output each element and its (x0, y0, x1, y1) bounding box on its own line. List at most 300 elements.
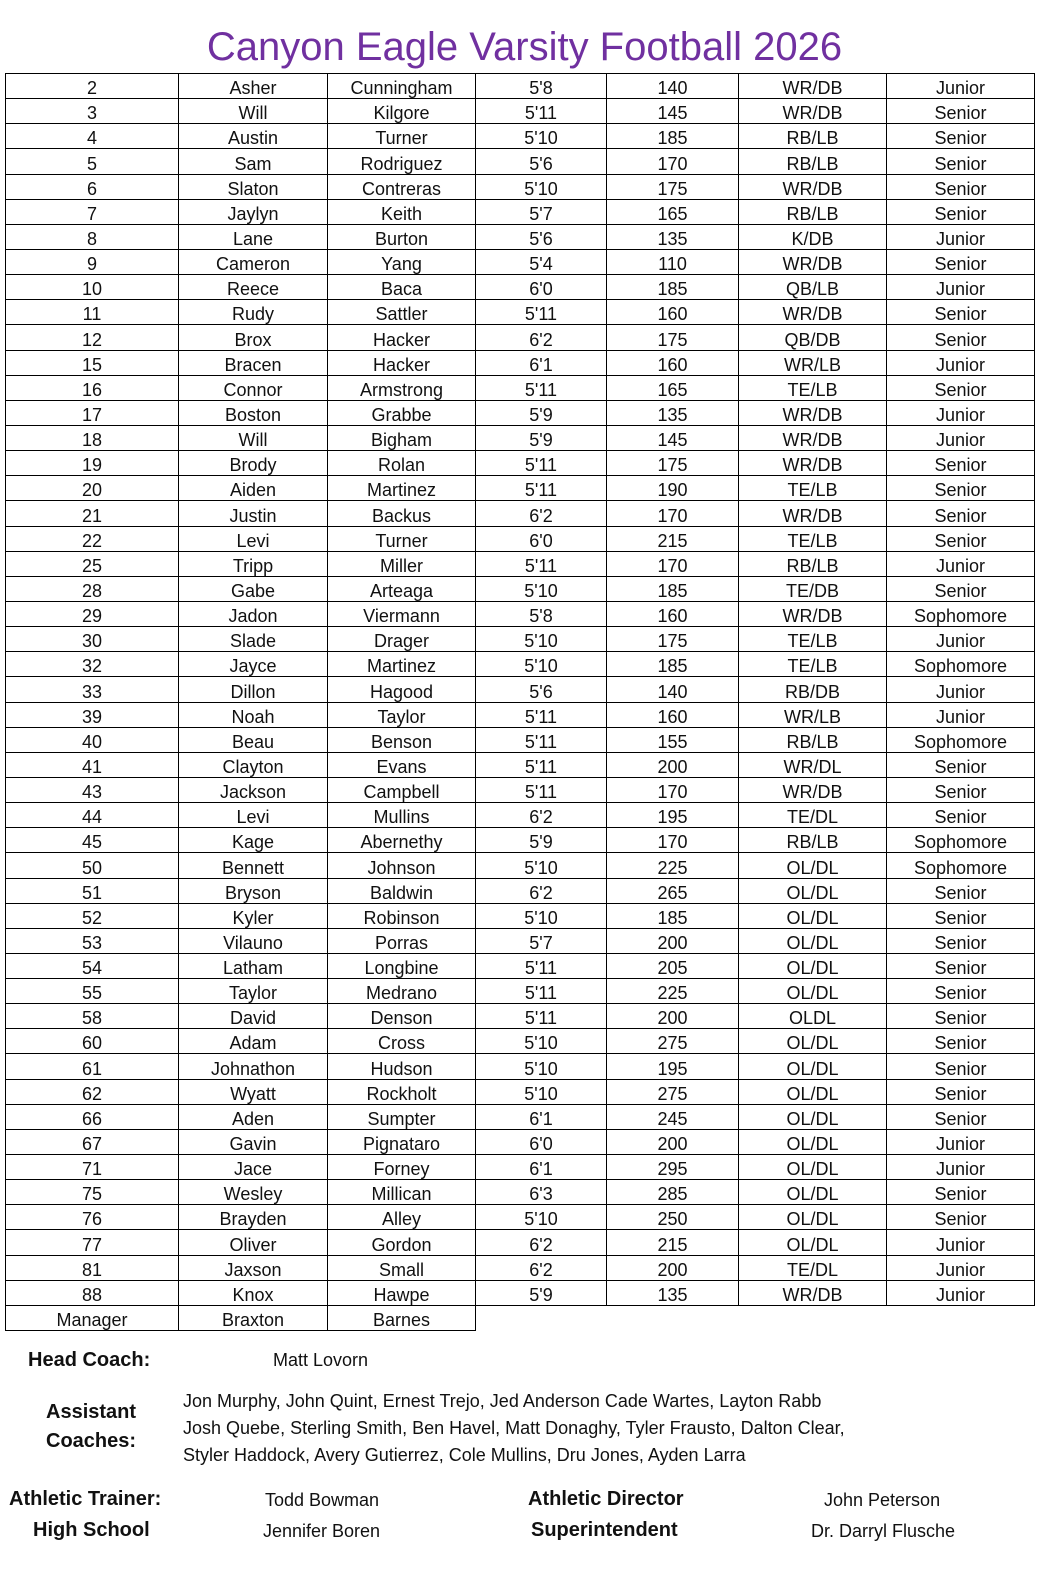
height-cell: 5'7 (476, 199, 607, 224)
table-row (6, 1079, 1035, 1104)
class-year-cell: Senior (887, 199, 1035, 224)
weight-cell: 195 (607, 1054, 739, 1079)
class-year-cell: Senior (887, 249, 1035, 274)
class-year-cell: Senior (887, 878, 1035, 903)
jersey-number-cell: 55 (6, 979, 179, 1004)
empty-cell (887, 1305, 1035, 1330)
table-row (6, 652, 1035, 677)
weight-cell: 250 (607, 1205, 739, 1230)
table-row (6, 903, 1035, 928)
jersey-number-cell: 67 (6, 1129, 179, 1154)
jersey-number-cell: 10 (6, 275, 179, 300)
weight-cell: 160 (607, 702, 739, 727)
assistant-coaches-label-line2: Coaches: (46, 1430, 137, 1452)
weight-cell: 160 (607, 350, 739, 375)
class-year-cell: Junior (887, 551, 1035, 576)
first-name-cell: Beau (179, 727, 328, 752)
class-year-cell: Senior (887, 375, 1035, 400)
class-year-cell: Senior (887, 1079, 1035, 1104)
first-name-cell: Jaylyn (179, 199, 328, 224)
position-cell: RB/LB (739, 727, 887, 752)
assistant-coaches-label-line1: Assistant (46, 1401, 137, 1423)
weight-cell: 200 (607, 1004, 739, 1029)
class-year-cell: Senior (887, 777, 1035, 802)
first-name-cell: Boston (179, 400, 328, 425)
position-cell: WR/DB (739, 99, 887, 124)
position-cell: WR/DL (739, 752, 887, 777)
first-name-cell: Bryson (179, 878, 328, 903)
jersey-number-cell: 75 (6, 1180, 179, 1205)
jersey-number-cell: 60 (6, 1029, 179, 1054)
jersey-number-cell: 52 (6, 903, 179, 928)
first-name-cell: Lane (179, 224, 328, 249)
position-cell: OL/DL (739, 1104, 887, 1129)
last-name-cell: Burton (328, 224, 476, 249)
position-cell: QB/LB (739, 275, 887, 300)
table-row (6, 677, 1035, 702)
jersey-number-cell: 51 (6, 878, 179, 903)
weight-cell: 110 (607, 249, 739, 274)
table-row (6, 425, 1035, 450)
position-cell: TE/LB (739, 375, 887, 400)
first-name-cell: Jace (179, 1155, 328, 1180)
position-cell: TE/LB (739, 652, 887, 677)
assistant-coaches-line: Jon Murphy, John Quint, Ernest Trejo, Jed Anderson Cade Wartes, Layton Rabb (183, 1391, 822, 1411)
table-row (6, 1255, 1035, 1280)
class-year-cell: Junior (887, 1280, 1035, 1305)
table-row (6, 124, 1035, 149)
jersey-number-cell: 50 (6, 853, 179, 878)
class-year-cell: Junior (887, 275, 1035, 300)
class-year-cell: Senior (887, 979, 1035, 1004)
height-cell: 5'11 (476, 953, 607, 978)
first-name-cell: Dillon (179, 677, 328, 702)
class-year-cell: Junior (887, 702, 1035, 727)
last-name-cell: Millican (328, 1180, 476, 1205)
jersey-number-cell: 2 (6, 74, 179, 99)
weight-cell: 170 (607, 149, 739, 174)
class-year-cell: Junior (887, 677, 1035, 702)
first-name-cell: Brox (179, 325, 328, 350)
table-row (6, 375, 1035, 400)
class-year-cell: Senior (887, 1205, 1035, 1230)
class-year-cell: Junior (887, 400, 1035, 425)
jersey-number-cell: 3 (6, 99, 179, 124)
class-year-cell: Senior (887, 1104, 1035, 1129)
height-cell: 5'11 (476, 375, 607, 400)
weight-cell: 200 (607, 928, 739, 953)
jersey-number-cell: 32 (6, 652, 179, 677)
table-row (6, 174, 1035, 199)
roster-body (6, 74, 1035, 1331)
table-row (6, 828, 1035, 853)
first-name-cell: Jackson (179, 777, 328, 802)
first-name-cell: Jadon (179, 601, 328, 626)
weight-cell: 245 (607, 1104, 739, 1129)
class-year-cell: Senior (887, 803, 1035, 828)
height-cell: 6'0 (476, 526, 607, 551)
position-cell: RB/LB (739, 828, 887, 853)
table-row (6, 74, 1035, 99)
height-cell: 5'10 (476, 903, 607, 928)
weight-cell: 205 (607, 953, 739, 978)
class-year-cell: Senior (887, 149, 1035, 174)
jersey-number-cell: 76 (6, 1205, 179, 1230)
height-cell: 6'2 (476, 1255, 607, 1280)
first-name-cell: Latham (179, 953, 328, 978)
height-cell: 6'0 (476, 275, 607, 300)
jersey-number-cell: 17 (6, 400, 179, 425)
weight-cell: 185 (607, 275, 739, 300)
jersey-number-cell: 18 (6, 425, 179, 450)
jersey-number-cell: 7 (6, 199, 179, 224)
class-year-cell: Senior (887, 124, 1035, 149)
height-cell: 6'3 (476, 1180, 607, 1205)
first-name-cell: Oliver (179, 1230, 328, 1255)
height-cell: 5'10 (476, 1029, 607, 1054)
position-cell: WR/DB (739, 777, 887, 802)
weight-cell: 185 (607, 652, 739, 677)
first-name-cell: Cameron (179, 249, 328, 274)
jersey-number-cell: 71 (6, 1155, 179, 1180)
last-name-cell: Rolan (328, 451, 476, 476)
last-name-cell: Drager (328, 627, 476, 652)
weight-cell: 265 (607, 878, 739, 903)
position-cell: WR/DB (739, 300, 887, 325)
weight-cell: 175 (607, 325, 739, 350)
height-cell: 6'1 (476, 350, 607, 375)
jersey-number-cell: 40 (6, 727, 179, 752)
class-year-cell: Junior (887, 74, 1035, 99)
table-row (6, 149, 1035, 174)
jersey-number-cell: 8 (6, 224, 179, 249)
last-name-cell: Viermann (328, 601, 476, 626)
empty-cell (607, 1305, 739, 1330)
height-cell: 6'2 (476, 803, 607, 828)
height-cell: 5'10 (476, 576, 607, 601)
last-name-cell: Abernethy (328, 828, 476, 853)
last-name-cell: Benson (328, 727, 476, 752)
last-name-cell: Hacker (328, 325, 476, 350)
high-school-label: High School (33, 1519, 150, 1541)
weight-cell: 175 (607, 627, 739, 652)
height-cell: 5'9 (476, 425, 607, 450)
table-row (6, 576, 1035, 601)
position-cell: OL/DL (739, 979, 887, 1004)
position-cell: WR/DB (739, 1280, 887, 1305)
height-cell: 6'0 (476, 1129, 607, 1154)
table-row (6, 853, 1035, 878)
height-cell: 6'2 (476, 501, 607, 526)
table-row (6, 249, 1035, 274)
jersey-number-cell: 66 (6, 1104, 179, 1129)
height-cell: 5'11 (476, 99, 607, 124)
weight-cell: 175 (607, 174, 739, 199)
class-year-cell: Junior (887, 425, 1035, 450)
class-year-cell: Senior (887, 501, 1035, 526)
weight-cell: 295 (607, 1155, 739, 1180)
class-year-cell: Senior (887, 476, 1035, 501)
class-year-cell: Junior (887, 1129, 1035, 1154)
jersey-number-cell: 77 (6, 1230, 179, 1255)
last-name-cell: Campbell (328, 777, 476, 802)
height-cell: 5'11 (476, 300, 607, 325)
last-name-cell: Hudson (328, 1054, 476, 1079)
table-row (6, 1280, 1035, 1305)
height-cell: 6'1 (476, 1155, 607, 1180)
jersey-number-cell: 88 (6, 1280, 179, 1305)
height-cell: 5'11 (476, 777, 607, 802)
last-name-cell: Contreras (328, 174, 476, 199)
first-name-cell: Clayton (179, 752, 328, 777)
head-coach-label: Head Coach: (28, 1349, 151, 1371)
last-name-cell: Johnson (328, 853, 476, 878)
assistant-coaches-line: Styler Haddock, Avery Gutierrez, Cole Mullins, Dru Jones, Ayden Larra (183, 1445, 746, 1465)
manager-row (6, 1305, 1035, 1330)
height-cell: 5'11 (476, 727, 607, 752)
class-year-cell: Senior (887, 903, 1035, 928)
last-name-cell: Backus (328, 501, 476, 526)
first-name-cell: Wesley (179, 1180, 328, 1205)
table-row (6, 451, 1035, 476)
first-name-cell: Brayden (179, 1205, 328, 1230)
table-row (6, 1029, 1035, 1054)
class-year-cell: Senior (887, 1180, 1035, 1205)
weight-cell: 135 (607, 1280, 739, 1305)
first-name-cell: Johnathon (179, 1054, 328, 1079)
last-name-cell: Forney (328, 1155, 476, 1180)
first-name-cell: Adam (179, 1029, 328, 1054)
position-cell: WR/DB (739, 249, 887, 274)
last-name-cell: Grabbe (328, 400, 476, 425)
empty-cell (739, 1305, 887, 1330)
position-cell: RB/LB (739, 149, 887, 174)
height-cell: 5'10 (476, 1054, 607, 1079)
table-row (6, 928, 1035, 953)
jersey-number-cell: 15 (6, 350, 179, 375)
first-name-cell: Rudy (179, 300, 328, 325)
class-year-cell: Sophomore (887, 853, 1035, 878)
first-name-cell: Gabe (179, 576, 328, 601)
height-cell: 5'8 (476, 74, 607, 99)
last-name-cell: Denson (328, 1004, 476, 1029)
jersey-number-cell: 5 (6, 149, 179, 174)
height-cell: 5'10 (476, 174, 607, 199)
class-year-cell: Senior (887, 1004, 1035, 1029)
position-cell: OL/DL (739, 1079, 887, 1104)
height-cell: 5'6 (476, 149, 607, 174)
table-row (6, 99, 1035, 124)
weight-cell: 170 (607, 777, 739, 802)
weight-cell: 190 (607, 476, 739, 501)
jersey-number-cell: 16 (6, 375, 179, 400)
position-cell: OL/DL (739, 1129, 887, 1154)
jersey-number-cell: 28 (6, 576, 179, 601)
jersey-number-cell: 53 (6, 928, 179, 953)
height-cell: 6'2 (476, 1230, 607, 1255)
last-name-cell: Turner (328, 124, 476, 149)
height-cell: 5'10 (476, 627, 607, 652)
class-year-cell: Junior (887, 627, 1035, 652)
last-name-cell: Mullins (328, 803, 476, 828)
position-cell: OL/DL (739, 1205, 887, 1230)
first-name-cell: Brody (179, 451, 328, 476)
weight-cell: 275 (607, 1029, 739, 1054)
class-year-cell: Senior (887, 174, 1035, 199)
class-year-cell: Senior (887, 953, 1035, 978)
position-cell: QB/DB (739, 325, 887, 350)
first-name-cell: Vilauno (179, 928, 328, 953)
first-name-cell: Noah (179, 702, 328, 727)
weight-cell: 200 (607, 752, 739, 777)
table-row (6, 526, 1035, 551)
position-cell: OL/DL (739, 1155, 887, 1180)
class-year-cell: Senior (887, 1029, 1035, 1054)
table-row (6, 878, 1035, 903)
class-year-cell: Senior (887, 752, 1035, 777)
weight-cell: 195 (607, 803, 739, 828)
table-row (6, 803, 1035, 828)
table-row (6, 1230, 1035, 1255)
manager-last-name-cell: Barnes (328, 1305, 476, 1330)
class-year-cell: Senior (887, 99, 1035, 124)
jersey-number-cell: 61 (6, 1054, 179, 1079)
height-cell: 5'11 (476, 752, 607, 777)
table-row (6, 300, 1035, 325)
last-name-cell: Porras (328, 928, 476, 953)
height-cell: 6'1 (476, 1104, 607, 1129)
position-cell: OL/DL (739, 878, 887, 903)
first-name-cell: Jayce (179, 652, 328, 677)
class-year-cell: Senior (887, 325, 1035, 350)
first-name-cell: Kyler (179, 903, 328, 928)
jersey-number-cell: 54 (6, 953, 179, 978)
jersey-number-cell: 39 (6, 702, 179, 727)
weight-cell: 140 (607, 677, 739, 702)
position-cell: OL/DL (739, 1054, 887, 1079)
roster-table (5, 73, 1035, 1331)
weight-cell: 155 (607, 727, 739, 752)
weight-cell: 275 (607, 1079, 739, 1104)
class-year-cell: Senior (887, 928, 1035, 953)
last-name-cell: Kilgore (328, 99, 476, 124)
jersey-number-cell: 12 (6, 325, 179, 350)
last-name-cell: Medrano (328, 979, 476, 1004)
table-row (6, 476, 1035, 501)
position-cell: OL/DL (739, 903, 887, 928)
class-year-cell: Senior (887, 526, 1035, 551)
weight-cell: 185 (607, 124, 739, 149)
jersey-number-cell: 29 (6, 601, 179, 626)
height-cell: 5'10 (476, 124, 607, 149)
weight-cell: 185 (607, 903, 739, 928)
superintendent-name: Dr. Darryl Flusche (811, 1521, 956, 1541)
table-row (6, 1004, 1035, 1029)
weight-cell: 225 (607, 853, 739, 878)
assistant-coaches-line: Josh Quebe, Sterling Smith, Ben Havel, Matt Donaghy, Tyler Frausto, Dalton Clear, (183, 1418, 845, 1438)
height-cell: 5'10 (476, 1205, 607, 1230)
jersey-number-cell: 9 (6, 249, 179, 274)
table-row (6, 325, 1035, 350)
first-name-cell: Levi (179, 526, 328, 551)
position-cell: OL/DL (739, 1180, 887, 1205)
first-name-cell: Gavin (179, 1129, 328, 1154)
height-cell: 5'11 (476, 1004, 607, 1029)
empty-cell (476, 1305, 607, 1330)
weight-cell: 140 (607, 74, 739, 99)
manager-first-name-cell: Braxton (179, 1305, 328, 1330)
first-name-cell: Slaton (179, 174, 328, 199)
height-cell: 5'11 (476, 451, 607, 476)
table-row (6, 1104, 1035, 1129)
height-cell: 5'8 (476, 601, 607, 626)
first-name-cell: Slade (179, 627, 328, 652)
last-name-cell: Yang (328, 249, 476, 274)
class-year-cell: Senior (887, 1054, 1035, 1079)
height-cell: 5'9 (476, 828, 607, 853)
last-name-cell: Hawpe (328, 1280, 476, 1305)
table-row (6, 1054, 1035, 1079)
last-name-cell: Cross (328, 1029, 476, 1054)
jersey-number-cell: 58 (6, 1004, 179, 1029)
position-cell: RB/LB (739, 124, 887, 149)
first-name-cell: Wyatt (179, 1079, 328, 1104)
class-year-cell: Sophomore (887, 601, 1035, 626)
first-name-cell: David (179, 1004, 328, 1029)
weight-cell: 170 (607, 551, 739, 576)
last-name-cell: Bigham (328, 425, 476, 450)
last-name-cell: Baca (328, 275, 476, 300)
position-cell: OLDL (739, 1004, 887, 1029)
position-cell: OL/DL (739, 853, 887, 878)
table-row (6, 702, 1035, 727)
class-year-cell: Junior (887, 224, 1035, 249)
weight-cell: 200 (607, 1129, 739, 1154)
weight-cell: 215 (607, 526, 739, 551)
first-name-cell: Kage (179, 828, 328, 853)
position-cell: WR/DB (739, 451, 887, 476)
page-title: Canyon Eagle Varsity Football 2026 (206, 25, 843, 69)
head-coach-name: Matt Lovorn (273, 1350, 369, 1370)
manager-role-cell: Manager (6, 1305, 179, 1330)
class-year-cell: Junior (887, 350, 1035, 375)
height-cell: 5'10 (476, 853, 607, 878)
jersey-number-cell: 41 (6, 752, 179, 777)
table-row (6, 953, 1035, 978)
table-row (6, 601, 1035, 626)
last-name-cell: Robinson (328, 903, 476, 928)
jersey-number-cell: 19 (6, 451, 179, 476)
position-cell: WR/LB (739, 702, 887, 727)
position-cell: RB/LB (739, 199, 887, 224)
height-cell: 6'2 (476, 878, 607, 903)
position-cell: WR/LB (739, 350, 887, 375)
position-cell: TE/LB (739, 526, 887, 551)
last-name-cell: Rodriguez (328, 149, 476, 174)
class-year-cell: Senior (887, 300, 1035, 325)
high-school-value: Jennifer Boren (263, 1521, 381, 1541)
height-cell: 5'11 (476, 476, 607, 501)
first-name-cell: Will (179, 425, 328, 450)
position-cell: WR/DB (739, 174, 887, 199)
class-year-cell: Junior (887, 1230, 1035, 1255)
table-row (6, 727, 1035, 752)
weight-cell: 170 (607, 501, 739, 526)
table-row (6, 1180, 1035, 1205)
jersey-number-cell: 43 (6, 777, 179, 802)
first-name-cell: Connor (179, 375, 328, 400)
position-cell: WR/DB (739, 501, 887, 526)
